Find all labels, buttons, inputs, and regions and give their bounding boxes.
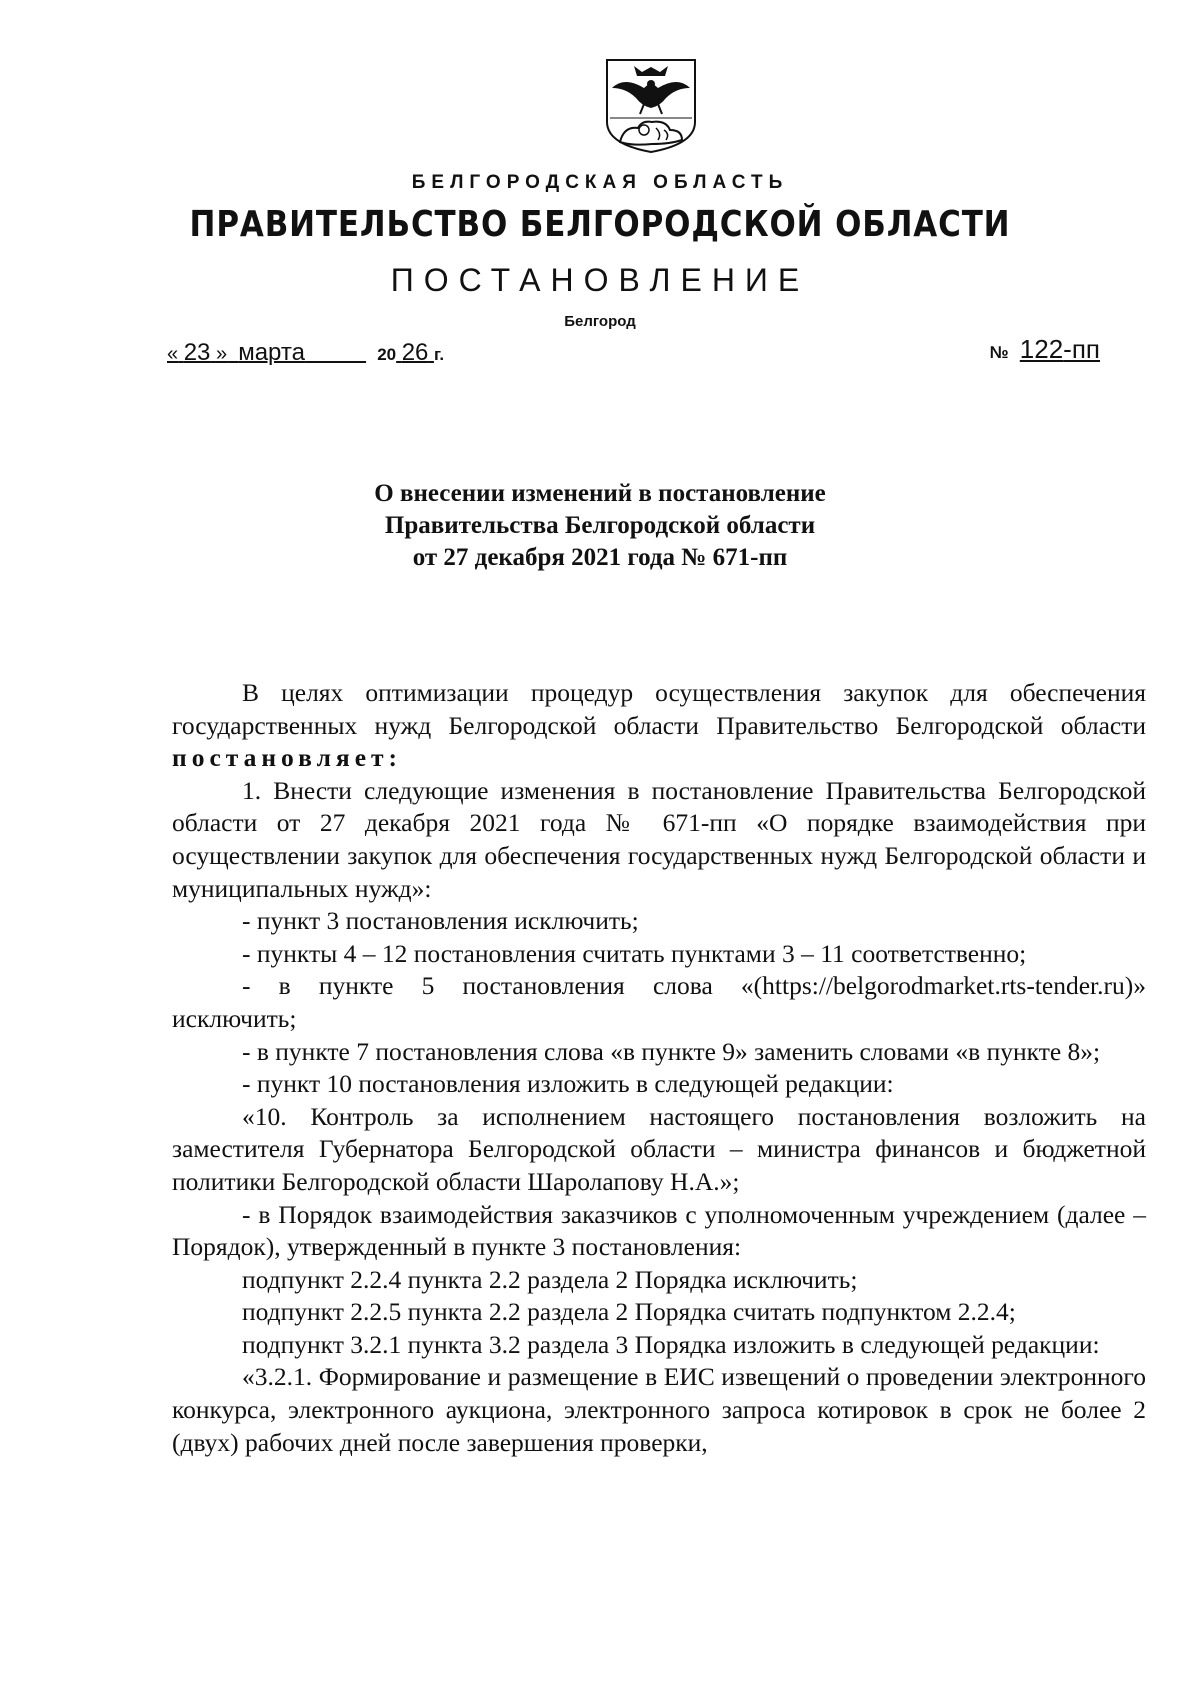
paragraph-8: - в Порядок взаимодействия заказчиков с уполномоченным учреждением (далее – Порядок), утвержденный в пункте 3 постановления: [172, 1199, 1146, 1262]
document-body [172, 677, 1146, 1459]
preamble-text: В целях оптимизации процедур осуществления закупок для обеспечения государственных нужд Белгородской области Правительство Белгородской области [172, 678, 1146, 740]
date-day: 23 [183, 339, 211, 366]
paragraph-7: «10. Контроль за исполнением настоящего постановления возложить на заместителя Губернатора Белгородской области – министра финансов и бюджетной политики Белгородской области Шаролапову Н.А.»; [172, 1101, 1146, 1196]
date-year-mark: г. [433, 345, 445, 364]
title-line-3: от 27 декабря 2021 года № 671-пп [412, 544, 788, 571]
title-line-1: О внесении изменений в постановление [374, 480, 826, 507]
paragraph-preamble [172, 677, 1146, 775]
document-number [990, 334, 1100, 365]
date-year-suffix: 26 [401, 339, 429, 366]
number-suffix: -пп [1063, 334, 1100, 364]
paragraph-5: - в пункте 7 постановления слова «в пункте 9» заменить словами «в пункте 8»; [242, 1036, 1101, 1066]
paragraph-2: - пункт 3 постановления исключить; [242, 906, 639, 936]
date-month: марта [238, 339, 305, 366]
title-line-2: Правительства Белгородской области [384, 512, 816, 539]
date-open-quote: « [167, 343, 179, 365]
paragraph-6: - пункт 10 постановления изложить в следующей редакции: [242, 1069, 894, 1099]
paragraph-1: 1. Внести следующие изменения в постановление Правительства Белгородской области от 27 декабря 2021 года № 671-пп «О порядке взаимодействия при осуществлении закупок для обеспечения государственных нужд Белгородской области и муниципальных нужд»: [172, 775, 1146, 903]
coat-of-arms-icon [604, 58, 698, 154]
date-year-prefix: 20 [377, 345, 397, 364]
resolves-word: постановляет: [172, 743, 403, 773]
paragraph-12: «3.2.1. Формирование и размещение в ЕИС извещений о проведении электронного конкурса, электронного аукциона, электронного запроса котировок в срок не более 2 (двух) рабочих дней после завершения проверки, [172, 1362, 1146, 1457]
government-name: ПРАВИТЕЛЬСТВО БЕЛГОРОДСКОЙ ОБЛАСТИ [189, 204, 1011, 245]
paragraph-9: подпункт 2.2.4 пункта 2.2 раздела 2 Порядка исключить; [242, 1264, 858, 1294]
number-label: № [989, 343, 1009, 362]
document-type: ПОСТАНОВЛЕНИЕ [390, 262, 810, 298]
date-close-quote: » [215, 343, 228, 365]
paragraph-4: - в пункте 5 постановления слова «(https://belgorodmarket.rts-tender.ru)» исключить; [172, 971, 1146, 1033]
paragraph-3: - пункты 4 – 12 постановления считать пунктами 3 – 11 соответственно; [242, 938, 1027, 968]
paragraph-10: подпункт 2.2.5 пункта 2.2 раздела 2 Порядка считать подпунктом 2.2.4; [242, 1297, 1016, 1327]
document-date [167, 339, 444, 367]
number-value: 122 [1019, 334, 1064, 364]
city-name: Белгород [564, 313, 636, 330]
region-name: БЕЛГОРОДСКАЯ ОБЛАСТЬ [411, 172, 789, 193]
document-title [0, 478, 1200, 574]
paragraph-11: подпункт 3.2.1 пункта 3.2 раздела 3 Порядка изложить в следующей редакции: [242, 1329, 1100, 1359]
